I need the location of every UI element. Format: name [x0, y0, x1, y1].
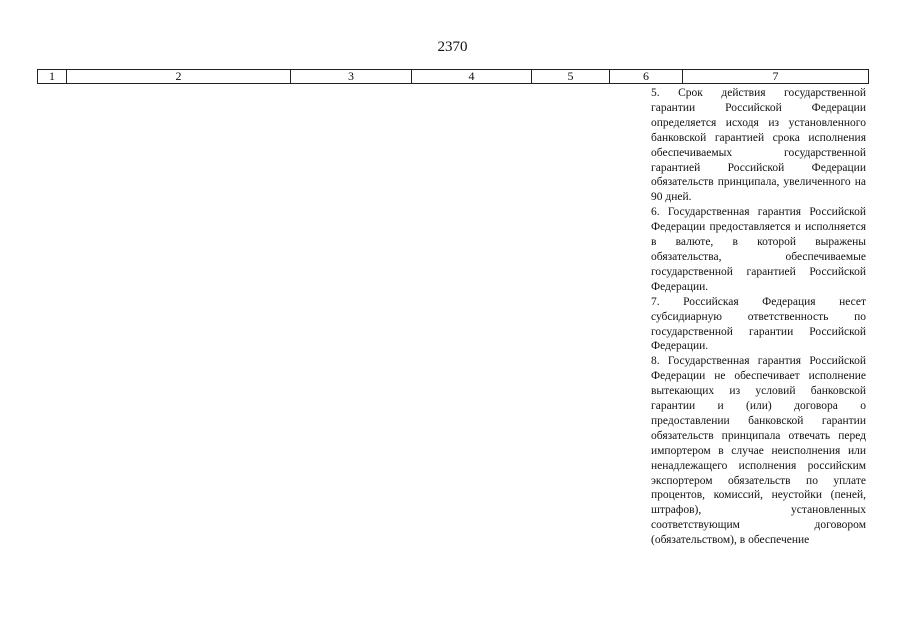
column-number-cell: 5: [532, 70, 610, 84]
page-number: 2370: [437, 39, 468, 55]
column-number-header-table: [37, 69, 869, 84]
column-number-row: [38, 70, 869, 84]
column-number-cell: 6: [610, 70, 683, 84]
column-number-cell: 4: [412, 70, 532, 84]
column-7-text: [651, 86, 866, 548]
paragraph: 7. Российская Федерация несет субсидиарную ответственность по государственной гарантии Российской Федерации.: [651, 295, 866, 353]
paragraph: 5. Срок действия государственной гарантии Российской Федерации определяется исходя из установленного банковской гарантией срока исполнения обеспечиваемых государственной гарантией Российской Федерации обязательств принципала, увеличенного на 90 дней.: [651, 87, 866, 204]
column-number-cell: 7: [683, 70, 869, 84]
paragraph: 6. Государственная гарантия Российской Федерации предоставляется и исполняется в валюте, в которой выражены обязательства, обеспечиваемые государственной гарантией Российской Федерации.: [651, 206, 866, 293]
paragraph: 8. Государственная гарантия Российской Федерации не обеспечивает исполнение вытекающих из условий банковской гарантии и (или) договора о предоставлении банковской гарантии обязательств принципала отвечать перед импортером в случае неисполнения или ненадлежащего исполнения российским экспортером обязательств по уплате процентов, комиссий, неустойки (пеней, штрафов), установленных соответствующим договором (обязательством), в обеспечение: [651, 355, 866, 547]
column-number-cell: 1: [38, 70, 67, 84]
column-number-cell: 3: [291, 70, 412, 84]
column-number-cell: 2: [67, 70, 291, 84]
